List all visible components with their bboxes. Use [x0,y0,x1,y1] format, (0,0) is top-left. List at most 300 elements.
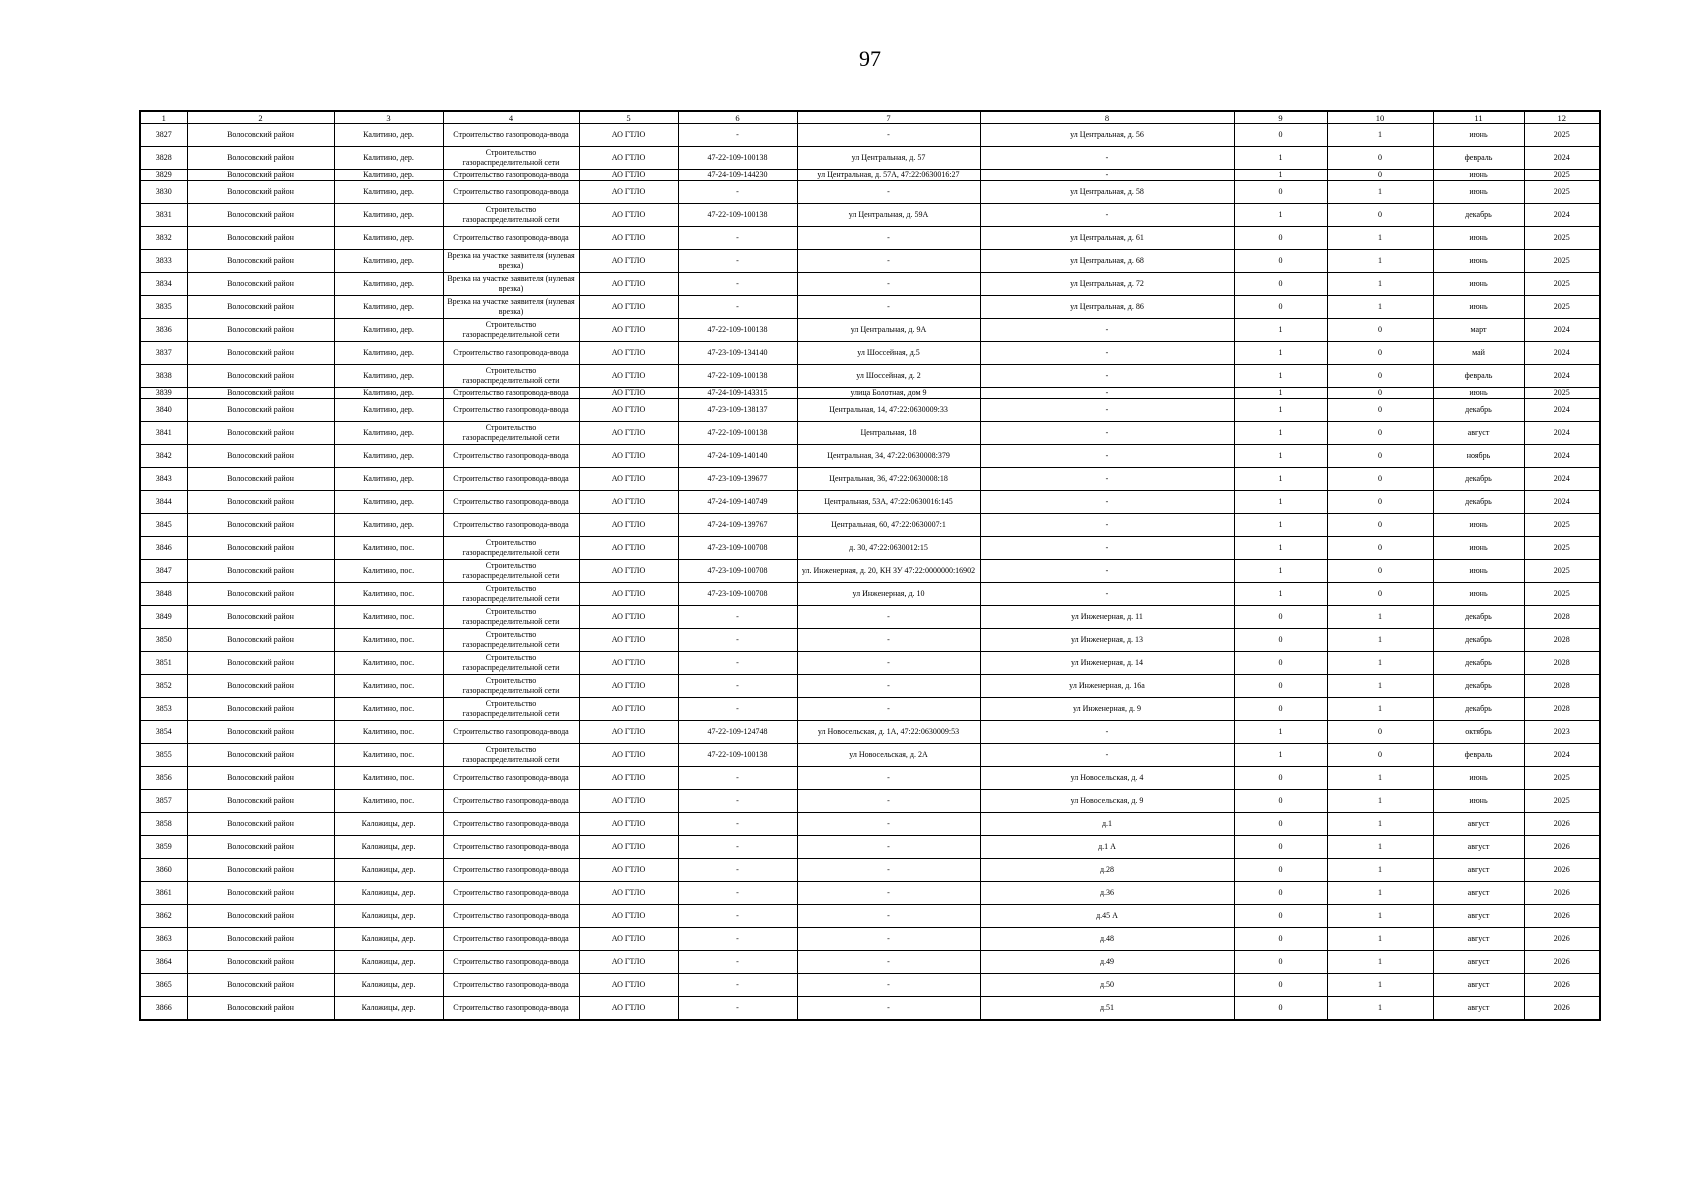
table-cell: - [797,124,980,147]
table-cell: Строительство газопровода-ввода [443,767,579,790]
table-cell: 1 [1234,399,1327,422]
table-cell: 3866 [140,997,187,1021]
table-cell: Калитино, дер. [334,204,443,227]
table-row [140,767,1600,790]
table-cell: АО ГТЛО [579,721,678,744]
table-cell: Калитино, дер. [334,422,443,445]
table-row [140,147,1600,170]
table-cell: 2024 [1524,204,1600,227]
table-cell: Калитино, дер. [334,296,443,319]
table-cell: Калитино, дер. [334,250,443,273]
table-cell: июнь [1433,273,1524,296]
table-cell: АО ГТЛО [579,698,678,721]
table-cell: 2026 [1524,836,1600,859]
table-cell: - [797,790,980,813]
table-cell: 3831 [140,204,187,227]
table-cell: Калитино, пос. [334,790,443,813]
table-cell: декабрь [1433,468,1524,491]
table-row [140,928,1600,951]
table-cell: декабрь [1433,698,1524,721]
table-cell: 0 [1327,468,1433,491]
table-row [140,342,1600,365]
table-cell: Строительство газопровода-ввода [443,997,579,1021]
table-cell: 2026 [1524,951,1600,974]
table-cell: 2028 [1524,606,1600,629]
table-cell: 0 [1234,997,1327,1021]
table-cell: 3858 [140,813,187,836]
table-cell: 47-23-109-100708 [678,560,797,583]
table-cell: Строительство газопровода-ввода [443,342,579,365]
table-row [140,583,1600,606]
table-cell: 0 [1327,744,1433,767]
table-cell: - [980,514,1234,537]
column-header: 3 [334,111,443,124]
table-cell: Строительство газопровода-ввода [443,928,579,951]
table-cell: АО ГТЛО [579,491,678,514]
table-cell: 3837 [140,342,187,365]
table-cell: Строительство газораспределительной сети [443,629,579,652]
table-cell: Волосовский район [187,124,334,147]
table-cell: Врезка на участке заявителя (нулевая врезка) [443,250,579,273]
table-cell: д.1 [980,813,1234,836]
table-cell: август [1433,951,1524,974]
table-row [140,399,1600,422]
table-row [140,468,1600,491]
table-cell: АО ГТЛО [579,882,678,905]
table-cell: Волосовский район [187,698,334,721]
table-cell: 3862 [140,905,187,928]
table-cell: декабрь [1433,491,1524,514]
table-cell: - [797,882,980,905]
table-cell: Калитино, пос. [334,675,443,698]
table-cell: 2024 [1524,744,1600,767]
table-cell: февраль [1433,365,1524,388]
table-cell: Строительство газопровода-ввода [443,181,579,204]
table-cell: 47-24-109-144230 [678,170,797,181]
table-cell: Калитино, дер. [334,227,443,250]
table-cell: 2028 [1524,698,1600,721]
table-cell: 2023 [1524,721,1600,744]
table-cell: 0 [1327,342,1433,365]
table-cell: - [678,698,797,721]
table-cell: 3836 [140,319,187,342]
table-cell: АО ГТЛО [579,974,678,997]
table-cell: 1 [1327,951,1433,974]
table-cell: - [797,250,980,273]
table-cell: 3828 [140,147,187,170]
table-cell: 0 [1327,365,1433,388]
table-cell: Каложицы, дер. [334,951,443,974]
table-row [140,365,1600,388]
table-cell: Строительство газопровода-ввода [443,468,579,491]
table-cell: февраль [1433,744,1524,767]
table-row [140,836,1600,859]
table-cell: - [678,250,797,273]
table-cell: 0 [1327,445,1433,468]
table-cell: июнь [1433,124,1524,147]
table-cell: Строительство газопровода-ввода [443,227,579,250]
table-row [140,744,1600,767]
table-cell: ул Центральная, д. 68 [980,250,1234,273]
table-cell: 47-22-109-100138 [678,319,797,342]
table-cell: 47-22-109-100138 [678,365,797,388]
table-cell: - [678,181,797,204]
table-cell: - [678,675,797,698]
table-cell: 0 [1234,675,1327,698]
table-cell: Калитино, пос. [334,698,443,721]
table-cell: АО ГТЛО [579,388,678,399]
table-cell: 2024 [1524,342,1600,365]
table-cell: Волосовский район [187,721,334,744]
table-cell: 3859 [140,836,187,859]
table-cell: - [678,790,797,813]
table-cell: Волосовский район [187,170,334,181]
table-cell: ул Шоссейная, д.5 [797,342,980,365]
table-cell: 1 [1327,698,1433,721]
table-cell: ул Центральная, д. 72 [980,273,1234,296]
table-cell: 47-23-109-139677 [678,468,797,491]
table-cell: Врезка на участке заявителя (нулевая врезка) [443,273,579,296]
table-cell: 0 [1234,181,1327,204]
table-cell: - [678,652,797,675]
table-cell: АО ГТЛО [579,365,678,388]
table-cell: 1 [1327,928,1433,951]
table-cell: Калитино, пос. [334,606,443,629]
table-cell: 1 [1234,147,1327,170]
table-cell: 0 [1234,273,1327,296]
table-cell: 0 [1327,422,1433,445]
table-cell: 3856 [140,767,187,790]
table-cell: Волосовский район [187,928,334,951]
table-cell: Волосовский район [187,273,334,296]
table-cell: Центральная, 53А, 47:22:0630016:145 [797,491,980,514]
table-cell: Строительство газораспределительной сети [443,365,579,388]
table-cell: АО ГТЛО [579,537,678,560]
table-cell: Врезка на участке заявителя (нулевая врезка) [443,296,579,319]
table-cell: 0 [1234,124,1327,147]
table-cell: - [678,859,797,882]
table-cell: АО ГТЛО [579,652,678,675]
table-cell: - [678,606,797,629]
table-cell: Калитино, дер. [334,147,443,170]
column-header: 4 [443,111,579,124]
table-row [140,813,1600,836]
table-cell: - [678,227,797,250]
table-row [140,514,1600,537]
table-cell: - [678,813,797,836]
table-cell: Строительство газораспределительной сети [443,204,579,227]
table-cell: 3840 [140,399,187,422]
table-row [140,905,1600,928]
table-cell: 3860 [140,859,187,882]
table-cell: 1 [1327,859,1433,882]
table-cell: 2025 [1524,170,1600,181]
table-cell: 3854 [140,721,187,744]
table-cell: - [797,675,980,698]
table-cell: Калитино, пос. [334,721,443,744]
table-row [140,606,1600,629]
table-cell: Волосовский район [187,250,334,273]
table-cell: 0 [1234,905,1327,928]
table-cell: 47-24-109-143315 [678,388,797,399]
table-cell: 2025 [1524,273,1600,296]
table-cell: 2025 [1524,560,1600,583]
table-cell: 47-24-109-139767 [678,514,797,537]
table-cell: - [678,629,797,652]
table-cell: 2026 [1524,997,1600,1021]
table-cell: Волосовский район [187,181,334,204]
table-cell: 0 [1234,974,1327,997]
table-cell: ул Центральная, д. 59А [797,204,980,227]
table-cell: 0 [1327,537,1433,560]
table-cell: ул Инженерная, д. 16а [980,675,1234,698]
table-cell: декабрь [1433,675,1524,698]
table-cell: - [797,813,980,836]
column-header: 11 [1433,111,1524,124]
table-row [140,974,1600,997]
column-header: 2 [187,111,334,124]
table-cell: Центральная, 18 [797,422,980,445]
column-header: 8 [980,111,1234,124]
table-cell: Калитино, пос. [334,767,443,790]
table-cell: АО ГТЛО [579,629,678,652]
table-cell: - [678,273,797,296]
table-cell: 0 [1327,514,1433,537]
table-cell: 1 [1234,422,1327,445]
table-cell: Волосовский район [187,560,334,583]
table-cell: 3861 [140,882,187,905]
table-cell: 3839 [140,388,187,399]
table-cell: Строительство газопровода-ввода [443,974,579,997]
table-cell: Каложицы, дер. [334,928,443,951]
table-cell: Волосовский район [187,583,334,606]
table-cell: - [797,629,980,652]
table-cell: 2024 [1524,147,1600,170]
table-cell: 2025 [1524,227,1600,250]
table-cell: 2024 [1524,491,1600,514]
table-cell: АО ГТЛО [579,928,678,951]
table-cell: ул Новосельская, д. 1А, 47:22:0630009:53 [797,721,980,744]
table-cell: август [1433,997,1524,1021]
table-cell: 3829 [140,170,187,181]
table-cell: Строительство газораспределительной сети [443,147,579,170]
table-cell: 0 [1327,170,1433,181]
table-cell: 3855 [140,744,187,767]
table-cell: - [980,491,1234,514]
table-cell: 0 [1234,767,1327,790]
table-cell: 1 [1327,836,1433,859]
table-cell: - [797,974,980,997]
table-cell: АО ГТЛО [579,606,678,629]
table-cell: 0 [1327,583,1433,606]
table-cell: - [980,560,1234,583]
table-cell: 2025 [1524,250,1600,273]
table-row [140,388,1600,399]
table-cell: д.49 [980,951,1234,974]
table-cell: - [797,859,980,882]
table-cell: 2026 [1524,882,1600,905]
table-cell: Волосовский район [187,468,334,491]
column-header: 12 [1524,111,1600,124]
table-cell: июнь [1433,583,1524,606]
table-cell: 3845 [140,514,187,537]
table-cell: - [980,583,1234,606]
table-cell: Калитино, дер. [334,170,443,181]
table-cell: 2028 [1524,652,1600,675]
table-cell: АО ГТЛО [579,422,678,445]
table-cell: 2026 [1524,928,1600,951]
table-cell: август [1433,974,1524,997]
table-cell: АО ГТЛО [579,181,678,204]
table-row [140,997,1600,1021]
table-cell: Строительство газопровода-ввода [443,905,579,928]
column-header: 6 [678,111,797,124]
table-cell: Калитино, дер. [334,388,443,399]
table-cell: АО ГТЛО [579,997,678,1021]
table-cell: - [678,767,797,790]
table-cell: ул Инженерная, д. 9 [980,698,1234,721]
table-cell: ул Инженерная, д. 11 [980,606,1234,629]
table-cell: - [678,905,797,928]
table-cell: - [980,388,1234,399]
table-cell: 1 [1327,905,1433,928]
table-row [140,675,1600,698]
table-cell: Строительство газораспределительной сети [443,319,579,342]
table-cell: 2024 [1524,319,1600,342]
data-table [139,110,1601,1021]
table-cell: 0 [1327,560,1433,583]
table-cell: 1 [1234,170,1327,181]
table-cell: 3833 [140,250,187,273]
table-cell: Строительство газораспределительной сети [443,698,579,721]
table-cell: Строительство газораспределительной сети [443,422,579,445]
table-cell: 47-23-109-138137 [678,399,797,422]
table-cell: Калитино, дер. [334,514,443,537]
table-cell: АО ГТЛО [579,296,678,319]
table-cell: август [1433,422,1524,445]
table-cell: 0 [1234,859,1327,882]
table-cell: 47-23-109-100708 [678,537,797,560]
table-cell: АО ГТЛО [579,744,678,767]
table-cell: 3851 [140,652,187,675]
table-cell: ул Новосельская, д. 9 [980,790,1234,813]
table-cell: - [678,882,797,905]
table-cell: Калитино, дер. [334,273,443,296]
table-cell: 3835 [140,296,187,319]
table-row [140,227,1600,250]
table-cell: Волосовский район [187,227,334,250]
table-cell: - [797,181,980,204]
table-cell: Волосовский район [187,859,334,882]
table-cell: 0 [1234,629,1327,652]
table-cell: Строительство газопровода-ввода [443,491,579,514]
column-header: 7 [797,111,980,124]
table-cell: Строительство газопровода-ввода [443,170,579,181]
table-cell: 1 [1234,491,1327,514]
table-cell: 3843 [140,468,187,491]
table-row [140,170,1600,181]
table-cell: ноябрь [1433,445,1524,468]
table-cell: Строительство газопровода-ввода [443,399,579,422]
table-cell: - [797,951,980,974]
table-cell: 2025 [1524,790,1600,813]
table-cell: 0 [1234,698,1327,721]
table-cell: д.36 [980,882,1234,905]
table-cell: 3853 [140,698,187,721]
table-cell: 1 [1234,744,1327,767]
table-cell: 2028 [1524,629,1600,652]
table-header-row [140,111,1600,124]
table-cell: 0 [1327,721,1433,744]
table-cell: Волосовский район [187,204,334,227]
table-cell: 1 [1327,675,1433,698]
table-cell: 1 [1327,606,1433,629]
table-cell: май [1433,342,1524,365]
table-cell: - [980,537,1234,560]
table-cell: ул Центральная, д. 86 [980,296,1234,319]
table-cell: Калитино, дер. [334,181,443,204]
table-cell: 0 [1327,491,1433,514]
table-row [140,296,1600,319]
table-cell: - [797,836,980,859]
table-cell: Каложицы, дер. [334,905,443,928]
table-cell: Калитино, пос. [334,652,443,675]
table-cell: 47-22-109-100138 [678,204,797,227]
table-row [140,491,1600,514]
table-cell: декабрь [1433,606,1524,629]
table-cell: АО ГТЛО [579,583,678,606]
table-body [140,111,1600,1020]
table-cell: - [980,342,1234,365]
table-row [140,124,1600,147]
table-cell: 1 [1327,181,1433,204]
table-cell: август [1433,813,1524,836]
table-cell: ул. Инженерная, д. 20, КН ЗУ 47:22:0000000:16902 [797,560,980,583]
table-cell: 1 [1327,767,1433,790]
table-cell: март [1433,319,1524,342]
table-cell: 0 [1234,606,1327,629]
table-cell: - [797,698,980,721]
table-cell: 0 [1234,652,1327,675]
table-cell: АО ГТЛО [579,250,678,273]
table-cell: 0 [1234,836,1327,859]
table-cell: Волосовский район [187,813,334,836]
table-cell: 3857 [140,790,187,813]
table-cell: 2025 [1524,124,1600,147]
table-cell: Волосовский район [187,675,334,698]
table-cell: декабрь [1433,652,1524,675]
table-cell: Волосовский район [187,422,334,445]
table-cell: Волосовский район [187,399,334,422]
table-cell: - [797,606,980,629]
table-cell: 2024 [1524,365,1600,388]
table-cell: - [980,170,1234,181]
table-cell: 1 [1234,514,1327,537]
table-cell: Калитино, пос. [334,744,443,767]
table-cell: - [980,422,1234,445]
table-cell: - [678,951,797,974]
table-cell: 47-22-109-100138 [678,422,797,445]
table-cell: д.48 [980,928,1234,951]
table-cell: АО ГТЛО [579,767,678,790]
table-row [140,319,1600,342]
table-cell: 1 [1327,997,1433,1021]
table-cell: 1 [1234,721,1327,744]
table-cell: д.1 А [980,836,1234,859]
table-cell: Строительство газораспределительной сети [443,744,579,767]
table-cell: Волосовский район [187,319,334,342]
table-cell: август [1433,836,1524,859]
